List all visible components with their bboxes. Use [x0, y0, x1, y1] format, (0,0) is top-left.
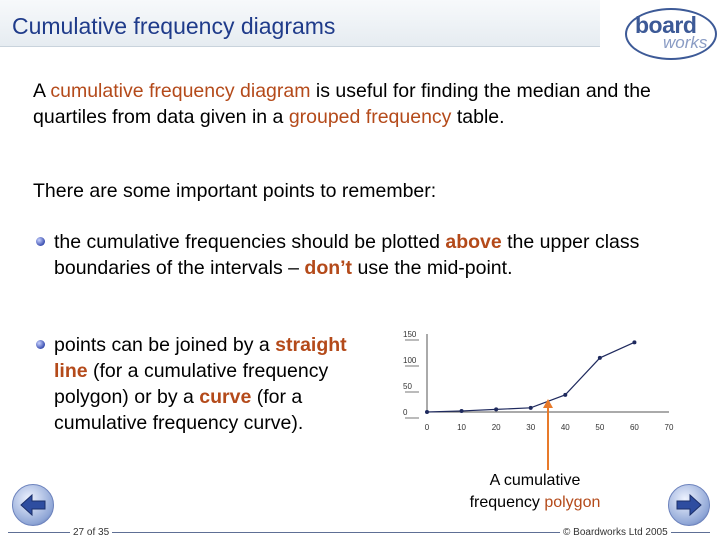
intro-text: table. [451, 106, 505, 128]
series-line [427, 342, 634, 412]
x-tick-label: 20 [491, 423, 501, 432]
arrow-left-icon [19, 493, 47, 517]
intro-highlight-term: grouped frequency [288, 106, 452, 128]
next-slide-button[interactable] [668, 484, 710, 526]
bullet-highlight: straight line [54, 334, 347, 382]
x-tick-label: 40 [560, 423, 570, 432]
x-tick-label: 0 [424, 423, 430, 432]
chart-caption [430, 470, 640, 514]
y-tick-label: 50 [403, 382, 412, 391]
logo-word-works: works [663, 33, 708, 52]
intro-text: A [33, 80, 51, 102]
y-tick-label: 150 [403, 330, 417, 339]
y-tick-label: 100 [403, 356, 417, 365]
data-point [425, 410, 429, 414]
x-tick-label: 60 [629, 423, 639, 432]
bullet-highlight: above [445, 231, 502, 253]
data-point [494, 407, 498, 411]
bullet-text: the upper class boundaries of the intervals – [54, 231, 640, 279]
x-tick-label: 50 [595, 423, 605, 432]
bullet-highlight: don’t [304, 257, 353, 279]
x-tick-label: 30 [526, 423, 536, 432]
intro-highlight-term: cumulative frequency diagram [50, 80, 311, 102]
caption-line: A cumulative [489, 472, 581, 489]
y-tick-label: 0 [403, 408, 408, 417]
caption-highlight: polygon [544, 494, 601, 511]
intro-text: is useful for finding the median and the quartiles from data given in a [33, 80, 651, 128]
arrow-right-icon [675, 493, 703, 517]
points-heading: There are some important points to remember: [33, 180, 437, 202]
bullet-text: (for a cumulative frequency curve). [54, 386, 304, 434]
data-point [598, 356, 602, 360]
bullet-text: (for a cumulative frequency polygon) or by a [54, 360, 329, 408]
logo-word-board: board [635, 12, 697, 38]
copyright-text: © Boardworks Ltd 2005 [560, 527, 671, 538]
x-tick-label: 10 [457, 423, 467, 432]
bullet-text: points can be joined by a [54, 334, 276, 356]
data-point [460, 409, 464, 413]
previous-slide-button[interactable] [12, 484, 54, 526]
caption-text: frequency [469, 494, 545, 511]
bullet-text: the cumulative frequencies should be plotted [54, 231, 446, 253]
bullet-highlight: curve [199, 386, 252, 408]
page-counter: 27 of 35 [70, 527, 112, 538]
page-title: Cumulative frequency diagrams [12, 13, 336, 39]
data-point [529, 406, 533, 410]
x-tick-label: 70 [664, 423, 674, 432]
bullet-text: use the mid-point. [352, 257, 513, 279]
data-point [632, 340, 636, 344]
data-point [563, 393, 567, 397]
